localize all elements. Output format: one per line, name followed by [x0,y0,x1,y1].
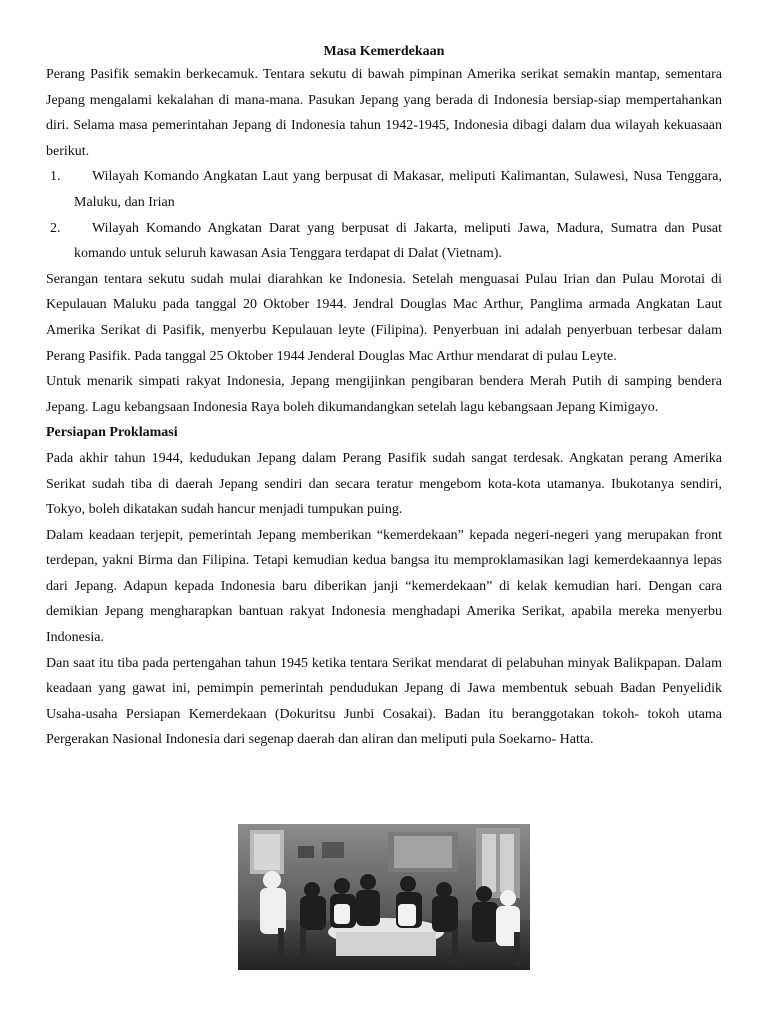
document-page [46,42,722,753]
sympathy-paragraph: Untuk menarik simpati rakyat Indonesia, Jepang mengijinkan pengibaran bendera Merah Putih di samping bendera Jepang. Lagu kebangsaan Indonesia Raya boleh dikumandangkan setelah lagu kebangsaan Jepang Kimigayo. [46,374,722,415]
historical-photo [238,824,530,970]
list-item-number: 1. [50,169,61,185]
allied-attack-paragraph: Serangan tentara sekutu sudah mulai diarahkan ke Indonesia. Setelah menguasai Pulau Irian dan Pulau Morotai di Kepulauan Maluku pada tanggal 20 Oktober 1944. Jendral Douglas Mac Arthur, Panglima armada Angkatan Laut Amerika Serikat di Pasifik, menyerbu Kepulauan leyte (Filipina). Penyerbuan ini adalah penyerbuan terbesar dalam Perang Pasifik. Pada tanggal 25 Oktober 1944 Jenderal Douglas Mac Arthur mendarat di pulau Leyte. [46,271,722,364]
list-item-number: 2. [50,220,61,236]
document-title: Masa Kemerdekaan [323,44,445,59]
section-heading: Persiapan Proklamasi [46,425,178,441]
territory-list [46,164,722,266]
late-1944-paragraph: Pada akhir tahun 1944, kedudukan Jepang dalam Perang Pasifik sudah sangat terdesak. Angkatan perang Amerika Serikat sudah tiba di daerah Jepang sendiri dan secara teratur mengebom kota-kota utamanya. Ibukotanya sendiri, Tokyo, boleh dikatakan sudah hancur menjadi tumpukan puing. [46,450,722,518]
list-item-text: Wilayah Komando Angkatan Laut yang berpusat di Makasar, meliputi Kalimantan, Sulawesi, Nusa Tenggara, Maluku, dan Irian [74,169,722,210]
list-item-text: Wilayah Komando Angkatan Darat yang berpusat di Jakarta, meliputi Jawa, Madura, Sumatra dan Pusat komando untuk seluruh kawasan Asia Tenggara terdapat di Dalat (Vietnam). [74,220,722,262]
list-item [46,164,722,215]
list-item [46,216,722,267]
independence-promise-paragraph: Dalam keadaan terjepit, pemerintah Jepang memberikan “kemerdekaan” kepada negeri-negeri yang merupakan front terdepan, yakni Birma dan Filipina. Tetapi kemudian kedua bangsa itu memproklamasikan lagi kemerdekaannya lepas dari Jepang. Adapun kepada Indonesia baru diberikan janji “kemerdekaan” di kelak kemudian hari. Dengan cara demikian Jepang mengharapkan bantuan rakyat Indonesia menghadapi Amerika Serikat, apabila mereka menyerbu Indonesia. [46,527,722,646]
bpupki-paragraph: Dan saat itu tiba pada pertengahan tahun 1945 ketika tentara Serikat mendarat di pelabuhan minyak Balikpapan. Dalam keadaan yang gawat ini, pemimpin pemerintah pendudukan Jepang di Jawa membentuk sebuah Badan Penyelidik Usaha-usaha Persiapan Kemerdekaan (Dokuritsu Junbi Cosakai). Badan itu beranggotakan tokoh- tokoh utama Pergerakan Nasional Indonesia dari segenap daerah dan aliran dan meliputi pula Soekarno- Hatta. [46,655,722,748]
photo-illustration [238,824,530,970]
intro-paragraph: Perang Pasifik semakin berkecamuk. Tentara sekutu di bawah pimpinan Amerika serikat semakin mantap, sementara Jepang mengalami kekalahan di mana-mana. Pasukan Jepang yang berada di Indonesia bersiap-siap mempertahankan diri. Selama masa pemerintahan Jepang di Indonesia tahun 1942-1945, Indonesia dibagi dalam dua wilayah kekuasaan berikut. [46,67,722,159]
